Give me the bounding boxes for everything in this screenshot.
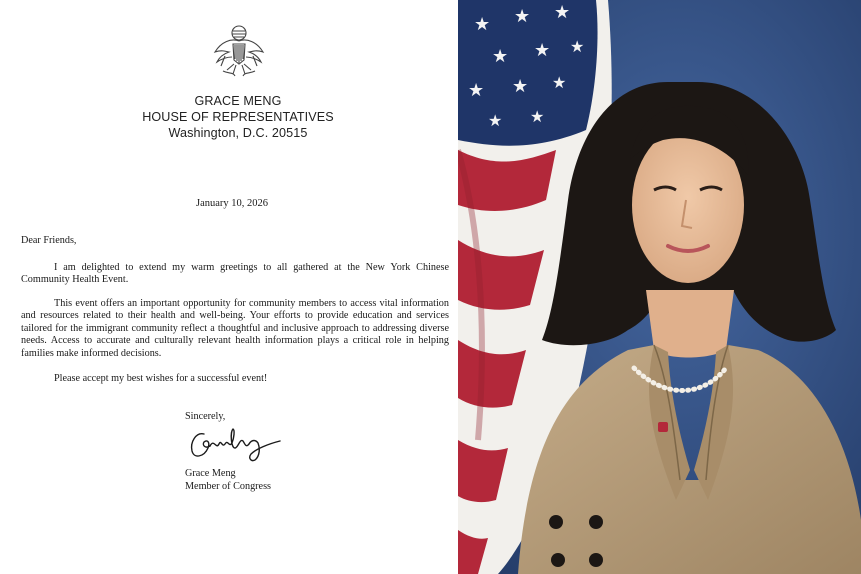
svg-text:★: ★ xyxy=(492,46,509,67)
letterhead-address: Washington, D.C. 20515 xyxy=(168,126,308,140)
letter-date: January 10, 2026 xyxy=(195,198,269,209)
svg-text:★: ★ xyxy=(570,37,585,56)
paragraph-body: This event offers an important opportunity for community members to access vital information and resources related to their health and well-being. Your efforts to provide education and services tailored for the immigrant community reflect a thoughtful and inclusive approach to addressing diverse needs. Access to accurate and culturally relevant health information plays a critical role in helping families make informed decisions. xyxy=(21,298,449,359)
svg-text:★: ★ xyxy=(488,111,503,130)
salutation: Dear Friends, xyxy=(21,235,77,246)
svg-text:★: ★ xyxy=(468,80,485,101)
signer-title: Member of Congress xyxy=(185,480,272,492)
flag-lapel-pin xyxy=(658,422,668,432)
great-seal-eagle-icon xyxy=(211,24,267,82)
signature-block xyxy=(185,468,271,493)
paragraph-greeting: I am delighted to extend my warm greetings to all gathered at the New York Chinese Community Health Event. xyxy=(21,262,449,286)
paragraph-wishes: Please accept my best wishes for a successful event! xyxy=(54,373,268,384)
signer-name: Grace Meng xyxy=(185,468,236,479)
svg-text:★: ★ xyxy=(554,2,571,23)
svg-text:★: ★ xyxy=(534,40,551,61)
handwritten-signature xyxy=(188,424,284,464)
svg-text:★: ★ xyxy=(552,73,567,92)
portrait-illustration xyxy=(458,0,861,574)
official-portrait-photo xyxy=(458,0,861,574)
letterhead-name: GRACE MENG xyxy=(194,94,282,108)
closing: Sincerely, xyxy=(185,411,226,422)
letterhead-office: HOUSE OF REPRESENTATIVES xyxy=(142,110,334,124)
svg-text:★: ★ xyxy=(530,107,545,126)
svg-text:★: ★ xyxy=(514,6,531,27)
svg-text:★: ★ xyxy=(474,14,491,35)
svg-text:★: ★ xyxy=(512,76,529,97)
